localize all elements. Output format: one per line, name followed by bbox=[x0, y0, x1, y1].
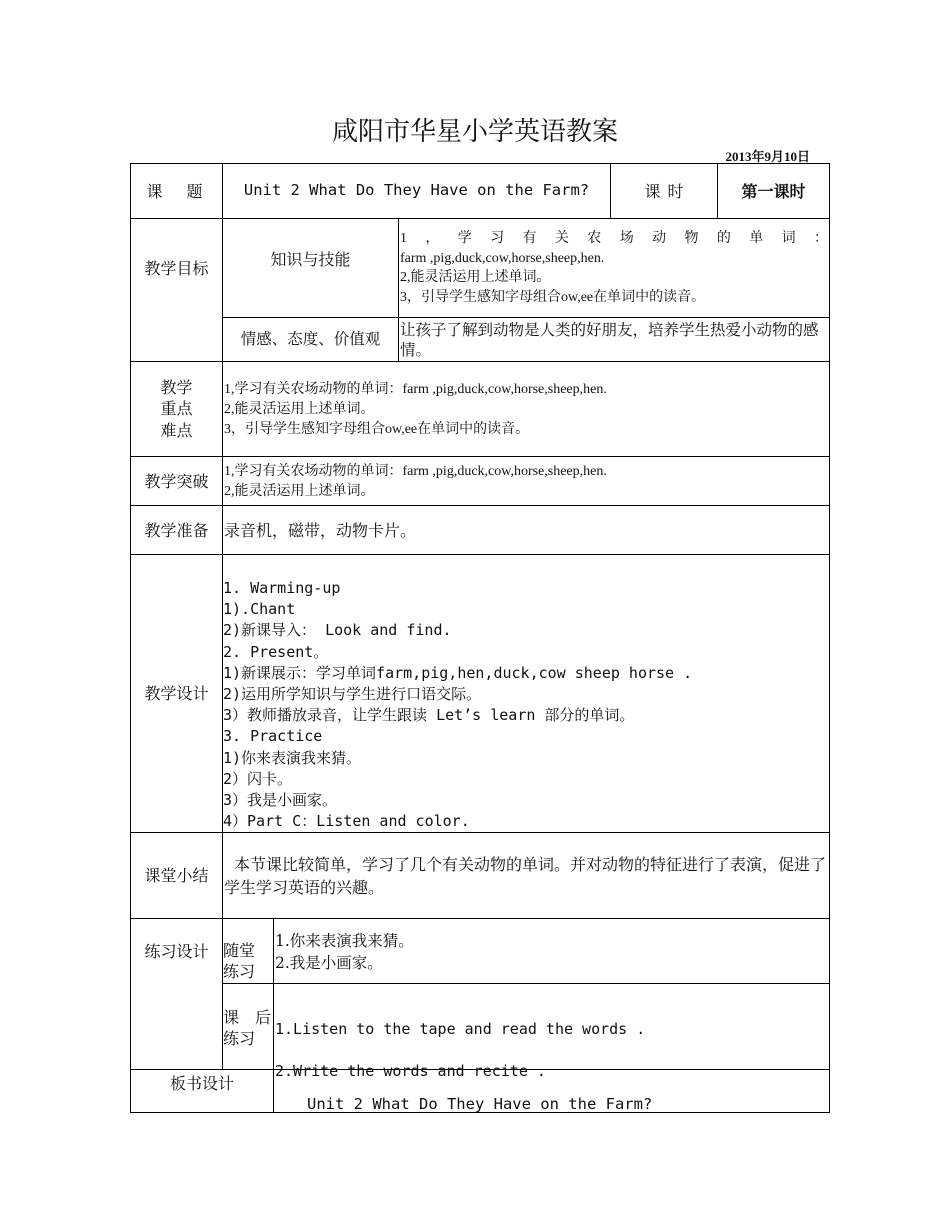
exercises-label: 练习设计 bbox=[144, 941, 209, 961]
knowledge-items bbox=[400, 229, 828, 307]
design-line-10: 2）闪卡。 bbox=[223, 769, 293, 788]
summary-text: 本节课比较简单，学习了几个有关动物的单词。并对动物的特征进行了表演，促进了学生学习英语的兴趣。 bbox=[224, 855, 827, 897]
after-class-item-2: 2.Write the words and recite . bbox=[275, 1062, 546, 1080]
design-label: 教学设计 bbox=[144, 684, 209, 703]
design-line-7: 3）教师播放录音，让学生跟读 Let’s learn 部分的单词。 bbox=[223, 706, 635, 725]
topic-value: Unit 2 What Do They Have on the Farm? bbox=[243, 181, 590, 200]
emotion-label: 情感、态度、价值观 bbox=[240, 330, 381, 348]
preparation-text: 录音机，磁带，动物卡片。 bbox=[224, 521, 417, 540]
breakthrough-item-1: 1,学习有关农场动物的单词：farm ,pig,duck,cow,horse,sheep,hen. bbox=[224, 464, 607, 479]
knowledge-item-4: 3，引导学生感知字母组合ow,ee在单词中的读音。 bbox=[400, 289, 706, 305]
knowledge-skills-label: 知识与技能 bbox=[270, 249, 351, 269]
key-point-1: 1,学习有关农场动物的单词：farm ,pig,duck,cow,horse,sheep,hen. bbox=[224, 382, 607, 397]
design-line-3: 2)新课导入： Look and find. bbox=[223, 621, 452, 640]
period-value: 第一课时 bbox=[741, 181, 806, 201]
key-points-label-line-2: 重点 bbox=[160, 399, 193, 419]
board-label: 板书设计 bbox=[169, 1074, 234, 1093]
design-line-1: 1. Warming-up bbox=[223, 579, 341, 597]
key-points-label bbox=[131, 362, 222, 456]
key-point-2: 2,能灵活运用上述单词。 bbox=[224, 402, 375, 417]
after-class-list bbox=[275, 1008, 828, 1092]
class-practice-list bbox=[275, 930, 828, 974]
key-points-label-line-1: 教学 bbox=[160, 377, 193, 397]
key-points-label-line-3: 难点 bbox=[160, 420, 193, 440]
knowledge-item-1: 1，学习有关农场动物的单词： bbox=[400, 231, 828, 246]
design-line-9: 1)你来表演我来猜。 bbox=[223, 748, 362, 767]
design-line-2: 1).Chant bbox=[223, 600, 296, 619]
lesson-date: 2013年9月10日 bbox=[725, 149, 810, 164]
emotion-text: 让孩子了解到动物是人类的好朋友，培养学生热爱小动物的感情。 bbox=[400, 321, 819, 359]
breakthrough-list bbox=[224, 462, 828, 502]
key-point-3: 3，引导学生感知字母组合ow,ee在单词中的读音。 bbox=[224, 422, 530, 437]
summary-label: 课堂小结 bbox=[144, 866, 209, 885]
objectives-label: 教学目标 bbox=[144, 258, 209, 278]
design-line-12: 4）Part C：Listen and color. bbox=[223, 812, 470, 831]
knowledge-item-3: 2,能灵活运用上述单词。 bbox=[400, 270, 551, 285]
design-line-11: 3）我是小画家。 bbox=[223, 791, 338, 810]
document-title: 咸阳市华星小学英语教案 bbox=[331, 117, 618, 147]
board-text: Unit 2 What Do They Have on the Farm? bbox=[307, 1095, 653, 1113]
class-practice-label-line-1: 随堂 bbox=[223, 941, 256, 960]
preparation-label: 教学准备 bbox=[144, 520, 209, 540]
class-practice-item-2: 2.我是小画家。 bbox=[275, 954, 383, 972]
breakthrough-label: 教学突破 bbox=[144, 471, 209, 491]
key-points-list bbox=[224, 380, 828, 440]
after-class-label-line-1: 课 后 bbox=[223, 1008, 272, 1027]
knowledge-item-2: farm ,pig,duck,cow,horse,sheep,hen. bbox=[400, 250, 605, 266]
design-line-5: 1)新课展示：学习单词farm,pig,hen,duck,cow sheep horse . bbox=[223, 663, 693, 682]
breakthrough-item-2: 2,能灵活运用上述单词。 bbox=[224, 484, 375, 499]
class-practice-label-line-2: 练习 bbox=[223, 962, 256, 981]
class-practice-item-1: 1.你来表演我来猜。 bbox=[275, 932, 414, 950]
after-class-label bbox=[223, 1007, 273, 1049]
design-line-4: 2. Present。 bbox=[223, 642, 329, 661]
topic-label: 课 题 bbox=[146, 181, 207, 201]
design-line-6: 2)运用所学知识与学生进行口语交际。 bbox=[223, 685, 482, 704]
class-practice-label bbox=[223, 940, 273, 982]
design-steps bbox=[223, 578, 827, 832]
after-class-label-line-2: 练习 bbox=[223, 1029, 256, 1048]
after-class-item-1: 1.Listen to the tape and read the words . bbox=[275, 1020, 646, 1038]
period-label: 课 时 bbox=[644, 181, 684, 201]
design-line-8: 3. Practice bbox=[223, 727, 323, 746]
